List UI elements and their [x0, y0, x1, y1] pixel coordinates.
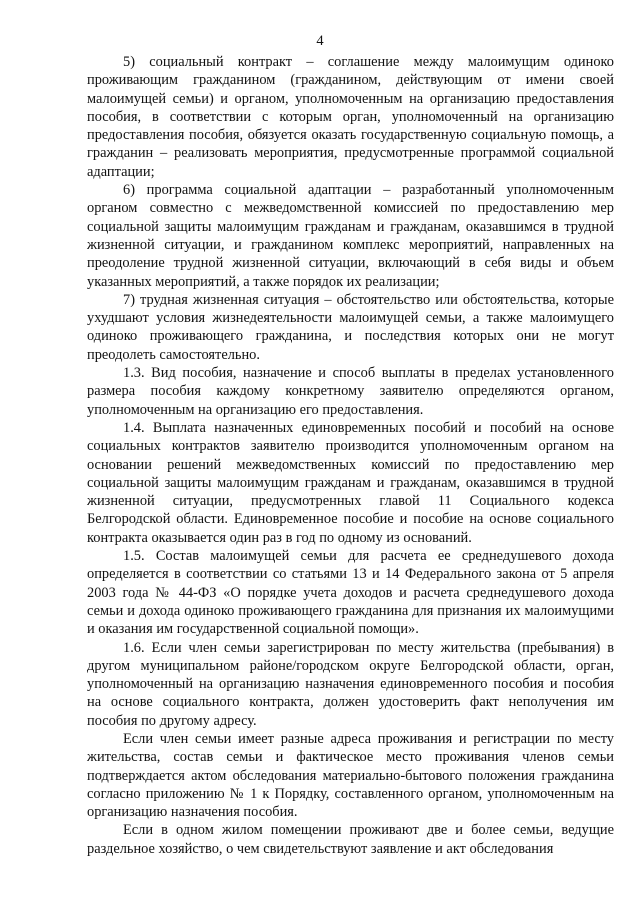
document-body [87, 53, 614, 858]
paragraph-1-5: 1.5. Состав малоимущей семьи для расчета ее среднедушевого дохода определяется в соответствии со статьями 13 и 14 Федерального закона от 5 апреля 2003 года № 44-ФЗ «О порядке учета доходов и расчета среднедушевого дохода семьи и дохода одиноко проживающего гражданина для признания их малоимущими и оказания им государственной социальной помощи». [87, 548, 614, 638]
paragraph-1-3: 1.3. Вид пособия, назначение и способ выплаты в пределах установленного размера пособия каждому конкретному заявителю определяются органом, уполномоченным на организацию его предоставления. [87, 365, 614, 418]
paragraph-shared-dwelling: Если в одном жилом помещении проживают две и более семьи, ведущие раздельное хозяйство, о чем свидетельствуют заявление и акт обследования [87, 822, 614, 857]
paragraph-1-6: 1.6. Если член семьи зарегистрирован по месту жительства (пребывания) в другом муниципальном районе/городском округе Белгородской области, орган, уполномоченный на организацию назначения единовременного пособия и пособия на основе социального контракта, должен удостоверить факт неполучения им пособия по другому адресу. [87, 639, 614, 729]
paragraph-difficult-situation: 7) трудная жизненная ситуация – обстоятельство или обстоятельства, которые ухудшают условия жизнедеятельности малоимущей семьи, а также малоимущего одиноко проживающего гражданина, и последствия которых они не могут преодолеть самостоятельно. [87, 291, 614, 363]
page-number: 4 [316, 33, 324, 49]
paragraph-different-addresses: Если член семьи имеет разные адреса проживания и регистрации по месту жительства, состав семьи и фактическое место проживания членов семьи подтверждается актом обследования материально-бытового положения гражданина согласно приложению № 1 к Порядку, составленного органом, уполномоченным на организацию назначения пособия. [87, 730, 614, 821]
paragraph-social-contract: 5) социальный контракт – соглашение между малоимущим одиноко проживающим гражданином (гражданином, действующим от имени своей малоимущей семьи) и органом, уполномоченным на организацию предоставления пособия, в соответствии с которым орган, уполномоченный на организацию предоставления пособия, обязуется оказать государственную социальную помощь, а гражданин – реализовать мероприятия, предусмотренные программой социальной адаптации; [87, 54, 614, 180]
paragraph-adaptation-program: 6) программа социальной адаптации – разработанный уполномоченным органом совместно с межведомственной комиссией по предоставлению мер социальной защиты малоимущим гражданам и гражданам, оказавшимся в трудной жизненной ситуации, и гражданином комплекс мероприятий, направленных на преодоление трудной жизненной ситуации, включающий в себя виды и объем указанных мероприятий, а также порядок их реализации; [87, 182, 614, 290]
paragraph-1-4: 1.4. Выплата назначенных единовременных пособий и пособий на основе социальных контрактов заявителю производится уполномоченным органом на основании решений межведомственных комиссий по предоставлению мер социальной защиты малоимущим гражданам и гражданам, оказавшимся в трудной жизненной ситуации, предусмотренных главой 11 Социального кодекса Белгородской области. Единовременное пособие и пособие на основе социального контракта оказывается один раз в год по одному из оснований. [87, 419, 614, 546]
